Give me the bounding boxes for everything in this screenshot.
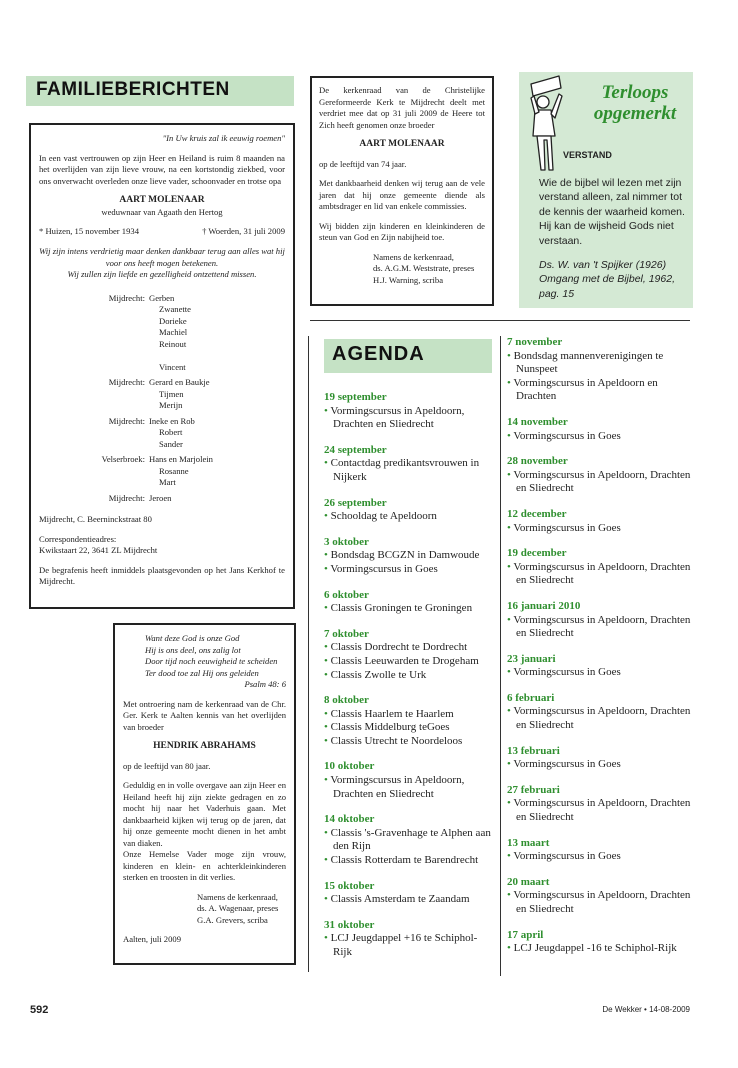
bullet-icon: • — [324, 668, 331, 681]
agenda-date: 19 december — [507, 547, 567, 560]
familieberichten-header — [26, 76, 294, 106]
bullet-icon: • — [324, 707, 331, 720]
agenda-item-text: Classis Amsterdam te Zaandam — [330, 893, 470, 906]
agenda-item-text: LCJ Jeugdappel -16 te Schiphol-Rijk — [513, 942, 677, 955]
agenda-item — [324, 932, 496, 959]
agenda-date: 6 februari — [507, 691, 555, 704]
bullet-icon: • — [507, 429, 514, 442]
agenda-item — [324, 549, 496, 563]
terloops-column — [519, 72, 693, 308]
memory-text: Wij zullen zijn liefde en gezelligheid ontzettend missen. — [67, 269, 257, 279]
abrahams-wish: Onze Hemelse Vader moge zijn vrouw, kinderen en klein- en achterkleinkinderen sterken en troosten in dit verlies. — [123, 849, 286, 882]
relative-name: Machiel — [159, 327, 188, 337]
abrahams-age: op de leeftijd van 80 jaar. — [123, 760, 211, 771]
agenda-item-text: Vormingscursus in Goes — [513, 850, 621, 863]
agenda-item-text: Classis Utrecht te Noordeloos — [330, 734, 463, 747]
obituary-church-mijdrecht — [310, 76, 494, 306]
bullet-icon: • — [324, 721, 331, 734]
agenda-item-text: LCJ Jeugdappel +16 te Schiphol-Rijk — [330, 932, 478, 958]
funeral-notice: De begrafenis heeft inmiddels plaatsgevonden op het Jans Kerkhof te Mijdrecht. — [39, 564, 285, 586]
abrahams-name: HENDRIK ABRAHAMS — [153, 741, 256, 751]
agenda-item — [324, 655, 496, 669]
bullet-icon: • — [507, 521, 514, 534]
agenda-item — [507, 614, 695, 641]
relatives-place: Mijdrecht: — [108, 377, 145, 387]
relative-name: Merijn — [159, 400, 183, 410]
agenda-date: 7 oktober — [324, 627, 369, 640]
abrahams-body: Geduldig en in volle overgave aan zijn Heer en Heiland heeft hij zijn ziekte gedragen en zo mocht hij naar het Vaderhuis gaan. Met dankbaarheid kijken wij terug op de jaren, dat hij onze gemeente mocht dienen in het ambt van diaken. — [123, 780, 286, 848]
agenda-item — [324, 893, 496, 907]
relative-name: Gerben — [149, 292, 175, 303]
home-address: Mijdrecht, C. Beerninckstraat 80 — [39, 514, 152, 524]
verse-reference: Psalm 48: 6 — [244, 679, 286, 689]
section-divider — [310, 320, 690, 321]
psalm-verse — [145, 633, 286, 691]
correspondence-label: Correspondentieadres: — [39, 533, 117, 544]
agenda-item-text: Vormingscursus in Apeldoorn, Drachten en Sliedrecht — [513, 797, 691, 824]
relatives-group — [99, 493, 239, 505]
verse-line: Ter dood toe zal Hij ons geleiden — [145, 667, 259, 678]
bullet-icon: • — [324, 654, 331, 667]
agenda-center-rule — [500, 336, 501, 976]
death-date: † Woerden, 31 juli 2009 — [202, 226, 285, 236]
relative-name: Rosanne — [159, 465, 189, 476]
church-signature — [373, 252, 485, 287]
agenda-item-text: Contactdag predikantsvrouwen in Nijkerk — [330, 457, 480, 483]
agenda-date: 13 februari — [507, 744, 560, 757]
agenda-item — [507, 797, 695, 824]
relatives-row — [99, 466, 239, 478]
signature-line: G.A. Grevers, scriba — [197, 914, 268, 925]
obituary-family — [29, 123, 295, 609]
abrahams-place: Aalten, juli 2009 — [123, 934, 181, 944]
relatives-row — [99, 377, 239, 389]
relatives-row — [99, 350, 239, 362]
relative-name: Hans en Marjolein — [149, 454, 213, 464]
bullet-icon: • — [324, 549, 331, 562]
agenda-date: 28 november — [507, 455, 568, 468]
agenda-item — [324, 510, 496, 524]
relatives-place: Mijdrecht: — [108, 415, 145, 426]
agenda-item — [507, 469, 695, 496]
verse-line: Want deze God is onze God — [145, 633, 240, 643]
relatives-row — [99, 493, 239, 505]
verse-line: Hij is ons deel, ons zalig lot — [145, 644, 241, 655]
relative-name: Mart — [159, 477, 176, 487]
agenda-item — [324, 641, 496, 655]
church-deceased-name: AART MOLENAAR — [359, 139, 445, 149]
agenda-date: 7 november — [507, 336, 563, 348]
agenda-item-text: Classis Dordrecht te Dordrecht — [330, 641, 468, 654]
relative-name: Sander — [159, 438, 183, 449]
agenda-item-text: Vormingscursus in Goes — [330, 562, 438, 575]
agenda-item — [507, 430, 695, 444]
relatives-group — [99, 293, 239, 374]
agenda-date: 14 november — [507, 415, 568, 428]
relatives-list — [99, 293, 239, 505]
bullet-icon: • — [324, 854, 331, 867]
agenda-item-text: Vormingscursus in Goes — [513, 429, 621, 442]
signature-line: ds. A.G.M. Weststrate, preses — [373, 263, 475, 273]
obituary-quote: "In Uw kruis zal ik eeuwig roemen" — [162, 133, 285, 143]
agenda-item-text: Classis Middelburg teGoes — [330, 721, 450, 734]
agenda-item — [324, 774, 496, 801]
agenda-header — [324, 339, 492, 373]
bullet-icon: • — [507, 758, 514, 771]
bullet-icon: • — [324, 826, 331, 839]
relative-name: Zwanette — [159, 304, 191, 314]
relative-name: Robert — [159, 427, 183, 437]
agenda-item-text: Vormingscursus in Apeldoorn, Drachten en Sliedrecht — [513, 889, 691, 915]
agenda-date: 26 september — [324, 496, 387, 509]
church-prayer: Wij bidden zijn kinderen en kleinkinderen de steun van God en Zijn nabijheid toe. — [319, 220, 485, 242]
relatives-row — [99, 454, 239, 466]
abrahams-intro: Met ontroering nam de kerkenraad van de Chr. Ger. Kerk te Aalten kennis van het overlijden van broeder — [123, 698, 286, 732]
relatives-group — [99, 377, 239, 412]
bullet-icon: • — [507, 850, 514, 863]
agenda-date: 31 oktober — [324, 918, 375, 931]
agenda-item — [324, 602, 496, 616]
church-age: op de leeftijd van 74 jaar. — [319, 158, 407, 169]
issue-info: De Wekker • 14-08-2009 — [602, 1005, 690, 1014]
agenda-item — [324, 457, 496, 484]
agenda-date: 16 januari 2010 — [507, 599, 581, 612]
agenda-item-text: Classis 's-Gravenhage te Alphen aan den Rijn — [330, 826, 491, 853]
agenda-item — [324, 405, 496, 432]
agenda-date: 27 februari — [507, 783, 560, 796]
agenda-item-text: Vormingscursus in Apeldoorn, Drachten en Sliedrecht — [330, 774, 465, 800]
bullet-icon: • — [507, 376, 514, 389]
agenda-item — [324, 669, 496, 683]
relatives-group — [99, 416, 239, 451]
agenda-item-text: Classis Zwolle te Urk — [330, 668, 427, 681]
agenda-date: 13 maart — [507, 836, 550, 849]
agenda-item — [324, 827, 496, 854]
relative-name: Gerard en Baukje — [149, 377, 210, 387]
terloops-subtitle: VERSTAND — [563, 150, 612, 160]
signature-line: H.J. Warning, scriba — [373, 274, 444, 285]
relative-name: Tijmen — [159, 388, 184, 399]
bullet-icon: • — [324, 404, 331, 417]
bullet-icon: • — [324, 734, 331, 747]
agenda-item-text: Classis Groningen te Groningen — [330, 602, 473, 615]
agenda-item-text: Bondsdag mannenverenigingen te Nunspeet — [513, 349, 664, 376]
agenda-date: 10 oktober — [324, 760, 375, 773]
deceased-subtitle: weduwnaar van Agaath den Hertog — [101, 206, 223, 217]
bullet-icon: • — [507, 705, 514, 718]
agenda-item — [507, 522, 695, 536]
agenda-item — [507, 561, 695, 588]
agenda-item — [507, 942, 695, 956]
relatives-row — [99, 427, 239, 439]
bullet-icon: • — [507, 560, 514, 573]
signature-line: ds. A. Wagenaar, preses — [197, 903, 279, 913]
agenda-date: 12 december — [507, 507, 567, 520]
relative-name: Reinout — [159, 338, 187, 349]
agenda-date: 17 april — [507, 928, 544, 941]
abrahams-signature — [197, 892, 286, 927]
agenda-date: 15 oktober — [324, 879, 375, 892]
church-thanks: Met dankbaarheid denken wij terug aan de vele jaren dat hij onze gemeente diende als ambtsdrager en lid van enkele commissies. — [319, 178, 485, 211]
signature-line: Namens de kerkenraad, — [197, 891, 278, 902]
terloops-title-1: Terloops — [601, 82, 669, 103]
agenda-date: 20 maart — [507, 875, 550, 888]
terloops-title-2: opgemerkt — [593, 103, 677, 124]
bullet-icon: • — [324, 774, 331, 787]
grief-text: Wij zijn intens verdrietig maar denken dankbaar terug aan alles wat hij voor ons heeft mogen betekenen. — [39, 246, 285, 268]
agenda-item-text: Vormingscursus in Apeldoorn, Drachten en Sliedrecht — [513, 613, 691, 640]
relatives-row — [99, 477, 239, 489]
agenda-item — [324, 708, 496, 722]
relatives-place: Velserbroek: — [101, 454, 145, 464]
correspondence-address: Kwikstaart 22, 3641 ZL Mijdrecht — [39, 545, 158, 555]
agenda-title: AGENDA — [332, 343, 425, 365]
agenda-date: 14 oktober — [324, 813, 375, 826]
relatives-group — [99, 454, 239, 489]
bullet-icon: • — [507, 666, 514, 679]
agenda-item — [507, 377, 695, 404]
relatives-row — [99, 339, 239, 351]
deceased-name: AART MOLENAAR — [119, 195, 205, 205]
terloops-source: Ds. W. van 't Spijker (1926) Omgang met de Bijbel, 1962, pag. 15 — [539, 259, 675, 300]
familieberichten-title: FAMILIEBERICHTEN — [36, 79, 230, 100]
relatives-row — [99, 293, 239, 305]
agenda-item — [324, 563, 496, 577]
relatives-row — [99, 400, 239, 412]
relatives-row — [99, 439, 239, 451]
bullet-icon: • — [507, 349, 514, 362]
bullet-icon: • — [324, 510, 331, 523]
agenda-item-text: Vormingscursus in Apeldoorn, Drachten en Sliedrecht — [513, 468, 691, 495]
relative-name: Vincent — [159, 361, 186, 372]
obituary-intro: In een vast vertrouwen op zijn Heer en Heiland is ruim 8 maanden na het overlijden van zijn lieve vrouw, na een kortstondig ziekbed, voor ons onverwacht overleden onze lieve vader, schoonvader en trotse opa — [39, 152, 285, 186]
bullet-icon: • — [507, 942, 514, 955]
agenda-left-rule — [308, 336, 309, 972]
agenda-item — [324, 735, 496, 749]
relatives-row — [99, 327, 239, 339]
signature-line: Namens de kerkenraad, — [373, 251, 454, 262]
agenda-item-text: Vormingscursus in Apeldoorn, Drachten en Sliedrecht — [513, 705, 691, 732]
agenda-item-text: Vormingscursus in Apeldoorn, Drachten en Sliedrecht — [330, 404, 465, 431]
agenda-date: 3 oktober — [324, 535, 369, 548]
agenda-item-text: Vormingscursus in Goes — [513, 758, 621, 771]
bullet-icon: • — [324, 932, 331, 945]
relatives-place: Mijdrecht: — [108, 492, 145, 503]
agenda-item-text: Vormingscursus in Apeldoorn, Drachten en Sliedrecht — [513, 560, 691, 587]
bullet-icon: • — [507, 889, 514, 902]
agenda-item — [507, 758, 695, 772]
agenda-item-text: Vormingscursus in Apeldoorn en Drachten — [513, 376, 658, 403]
bullet-icon: • — [507, 468, 514, 481]
agenda-item-text: Bondsdag BCGZN in Damwoude — [330, 549, 480, 562]
agenda-date: 23 januari — [507, 652, 556, 665]
page-number: 592 — [30, 1004, 49, 1016]
agenda-item — [324, 721, 496, 735]
bullet-icon: • — [324, 641, 331, 654]
agenda-item — [507, 850, 695, 864]
agenda-item-text: Vormingscursus in Goes — [513, 666, 621, 679]
agenda-item — [507, 705, 695, 732]
agenda-item-text: Schooldag te Apeldoorn — [330, 510, 437, 523]
agenda-item-text: Classis Rotterdam te Barendrecht — [330, 854, 479, 867]
agenda-item — [324, 854, 496, 868]
agenda-item — [507, 350, 695, 377]
relative-name: Jeroen — [149, 492, 172, 503]
agenda-column-right — [507, 336, 695, 956]
agenda-column-left — [324, 391, 496, 960]
birth-date: * Huizen, 15 november 1934 — [39, 226, 139, 236]
bullet-icon: • — [324, 893, 331, 906]
terloops-text: Wie de bijbel wil lezen met zijn verstand alleen, zal nimmer tot de kennis der waarheid komen. Hij kan de wijsheid Gods niet verstaan. — [539, 177, 685, 247]
agenda-item-text: Classis Haarlem te Haarlem — [330, 707, 454, 720]
relative-name: Ineke en Rob — [149, 415, 195, 426]
verse-line: Door tijd noch eeuwigheid te scheiden — [145, 656, 278, 666]
bullet-icon: • — [324, 562, 331, 575]
agenda-date: 19 september — [324, 391, 387, 403]
bullet-icon: • — [324, 602, 331, 615]
agenda-item-text: Vormingscursus in Goes — [513, 521, 621, 534]
relatives-row — [99, 316, 239, 328]
bullet-icon: • — [507, 797, 514, 810]
relatives-row — [99, 389, 239, 401]
agenda-item — [507, 666, 695, 680]
church-intro: De kerkenraad van de Christelijke Gereformeerde Kerk te Mijdrecht deelt met verdriet mee dat op 31 juli 2009 de Heere tot Zich heeft genomen onze broeder — [319, 85, 485, 130]
bullet-icon: • — [324, 457, 331, 470]
agenda-date: 24 september — [324, 443, 387, 456]
agenda-item — [507, 889, 695, 916]
agenda-date: 6 oktober — [324, 588, 369, 601]
bullet-icon: • — [507, 613, 514, 626]
obituary-abrahams — [113, 623, 296, 965]
relatives-row — [99, 362, 239, 374]
relative-name: Dorieke — [159, 315, 187, 326]
relatives-place: Mijdrecht: — [108, 292, 145, 303]
agenda-item-text: Classis Leeuwarden te Drogeham — [330, 654, 479, 667]
agenda-date: 8 oktober — [324, 694, 369, 707]
relatives-row — [99, 416, 239, 428]
relatives-row — [99, 304, 239, 316]
